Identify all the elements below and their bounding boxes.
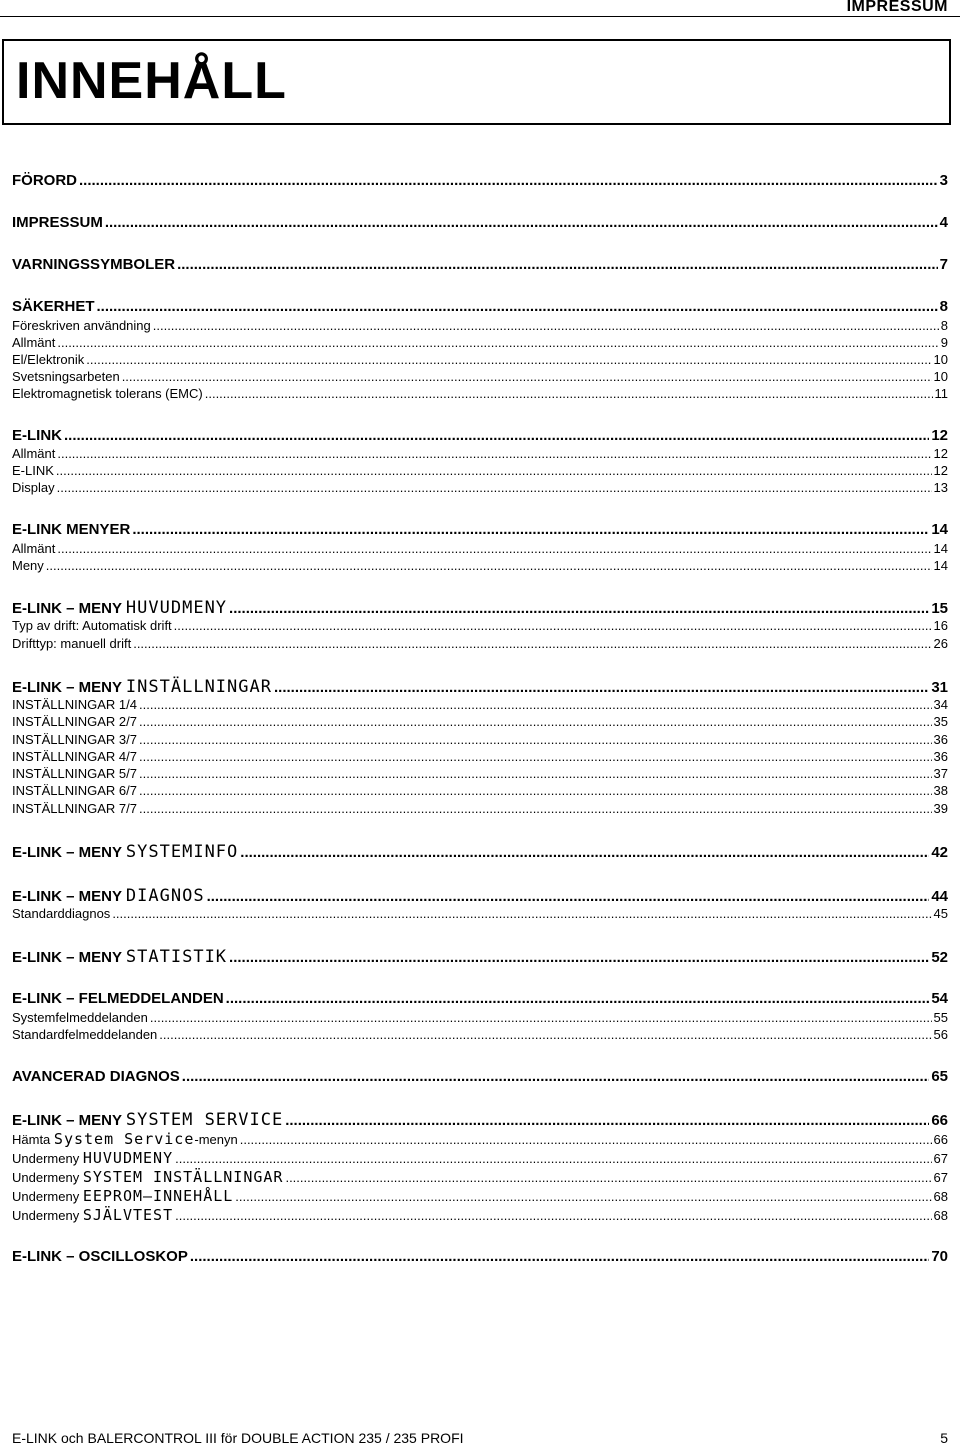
toc-leader-dots (57, 335, 938, 350)
toc-entry[interactable] (12, 427, 948, 447)
toc-entry-display-text: HUVUDMENY (125, 598, 228, 618)
toc-entry-text: INSTÄLLNINGAR 3/7 (12, 732, 137, 747)
toc-subentry[interactable] (12, 906, 948, 923)
toc-entry-label (12, 541, 55, 556)
toc-entry-label (12, 386, 203, 401)
toc-leader-dots (175, 1208, 931, 1223)
toc-entry-display-text: SYSTEM INSTÄLLNINGAR (82, 1168, 284, 1186)
toc-entry-text: Systemfelmeddelanden (12, 1010, 148, 1025)
toc-leader-dots (112, 906, 931, 921)
toc-entry-display-text: SYSTEM SERVICE (125, 1110, 284, 1130)
toc-entry-display-text: STATISTIK (125, 947, 228, 967)
toc-page-number: 38 (933, 783, 948, 798)
toc-entry-text: Föreskriven användning (12, 318, 151, 333)
toc-subentry[interactable] (12, 1130, 948, 1147)
toc-page-number: 35 (933, 714, 948, 729)
toc-entry-text: E-LINK – MENY (12, 1112, 122, 1129)
toc-subentry[interactable] (12, 1149, 948, 1166)
toc-leader-dots (177, 256, 938, 273)
toc-subentry[interactable] (12, 1027, 948, 1044)
toc-page-number: 39 (933, 801, 948, 816)
toc-subentry[interactable] (12, 1187, 948, 1204)
page-footer (12, 1430, 948, 1446)
toc-entry-text: Undermeny (12, 1208, 80, 1223)
toc-leader-dots (182, 1068, 930, 1085)
toc-entry-text: Undermeny (12, 1189, 80, 1204)
toc-page-number: 3 (939, 172, 948, 189)
toc-entry-label (12, 1130, 238, 1148)
toc-entry-text: INSTÄLLNINGAR 7/7 (12, 801, 137, 816)
toc-page-number: 12 (933, 463, 948, 478)
toc-leader-dots (139, 783, 932, 798)
toc-entry-label (12, 1068, 180, 1085)
toc-entry-text: E-LINK – MENY (12, 600, 122, 617)
toc-entry-label (12, 842, 238, 862)
toc-leader-dots (133, 636, 931, 651)
toc-entry-text: Standardfelmeddelanden (12, 1027, 158, 1042)
toc-entry-label (12, 256, 175, 273)
title-box (2, 39, 951, 125)
toc-page-number: 13 (933, 480, 948, 495)
toc-entry-text: VARNINGSSYMBOLER (12, 256, 176, 273)
toc-entry-text: SÄKERHET (12, 298, 95, 315)
toc-entry-label (12, 1248, 188, 1265)
toc-entry[interactable] (12, 598, 948, 618)
toc-entry[interactable] (12, 521, 948, 541)
toc-entry-text: E-LINK – MENY (12, 679, 122, 696)
toc-entry-display-text: System Service (53, 1130, 195, 1148)
toc-leader-dots (174, 618, 932, 633)
toc-leader-dots (150, 1010, 932, 1025)
toc-subentry[interactable] (12, 749, 948, 766)
toc-page-number: 14 (933, 541, 948, 556)
toc-subentry[interactable] (12, 1010, 948, 1027)
toc-leader-dots (86, 352, 931, 367)
toc-entry-label (12, 369, 120, 384)
toc-leader-dots (229, 600, 929, 617)
toc-entry-text: Svetsningsarbeten (12, 369, 120, 384)
toc-page-number: 65 (931, 1068, 948, 1085)
running-header (0, 0, 960, 17)
page-title: INNEHÅLL (16, 52, 287, 110)
toc-page-number: 36 (933, 732, 948, 747)
toc-page-number: 15 (931, 600, 948, 617)
toc-entry-display-text: HUVUDMENY (82, 1149, 174, 1167)
toc-leader-dots (79, 172, 938, 189)
toc-leader-dots (97, 298, 938, 315)
toc-page-number: 45 (933, 906, 948, 921)
toc-entry-label (12, 172, 77, 189)
toc-subentry[interactable] (12, 1168, 948, 1185)
toc-entry[interactable] (12, 1110, 948, 1130)
toc-entry[interactable] (12, 990, 948, 1010)
toc-entry-text: Elektromagnetisk tolerans (EMC) (12, 386, 203, 401)
toc-entry-label (12, 697, 137, 712)
toc-entry[interactable] (12, 947, 948, 967)
toc-leader-dots (139, 714, 932, 729)
toc-page-number: 8 (939, 298, 948, 315)
toc-leader-dots (190, 1248, 929, 1265)
toc-subentry[interactable] (12, 352, 948, 369)
toc-entry-label (12, 598, 227, 618)
toc-page-number: 52 (931, 949, 948, 966)
toc-page-number: 37 (933, 766, 948, 781)
toc-leader-dots (57, 446, 931, 461)
toc-entry-label (12, 886, 205, 906)
toc-leader-dots (274, 679, 929, 696)
toc-page-number: 42 (931, 844, 948, 861)
toc-leader-dots (175, 1151, 931, 1166)
toc-entry-text: E-LINK – MENY (12, 844, 122, 861)
toc-entry-text: E-LINK (12, 463, 54, 478)
toc-entry-label (12, 318, 151, 333)
toc-entry[interactable] (12, 1248, 948, 1268)
toc-leader-dots (235, 1189, 931, 1204)
toc-entry-text: FÖRORD (12, 172, 77, 189)
toc-entry-label (12, 1010, 148, 1025)
toc-subentry[interactable] (12, 697, 948, 714)
footer-text: E-LINK och BALERCONTROL III för DOUBLE ACTION 235 / 235 PROFI (12, 1430, 464, 1446)
toc-leader-dots (122, 369, 932, 384)
toc-entry-text: E-LINK – OSCILLOSKOP (12, 1248, 188, 1265)
toc-page-number: 67 (933, 1170, 948, 1185)
toc-entry-label (12, 1187, 233, 1205)
toc-entry-label (12, 783, 137, 798)
toc-entry[interactable] (12, 172, 948, 192)
toc-entry-label (12, 749, 137, 764)
toc-entry[interactable] (12, 214, 948, 234)
toc-entry-label (12, 1027, 157, 1042)
toc-entry-display-text: SYSTEMINFO (125, 842, 239, 862)
toc-entry-label (12, 1149, 173, 1167)
toc-subentry[interactable] (12, 636, 948, 653)
toc-leader-dots (207, 888, 930, 905)
toc-entry-text: Undermeny (12, 1170, 80, 1185)
toc-entry-text: Standarddiagnos (12, 906, 111, 921)
toc-entry-text: Undermeny (12, 1151, 80, 1166)
toc-entry-label (12, 714, 137, 729)
toc-entry-text: INSTÄLLNINGAR 6/7 (12, 783, 137, 798)
toc-leader-dots (159, 1027, 931, 1042)
toc-entry[interactable] (12, 1068, 948, 1088)
toc-entry[interactable] (12, 298, 948, 318)
toc-entry-label (12, 1206, 173, 1224)
toc-page-number: 16 (933, 618, 948, 633)
toc-entry-display-text: EEPROM–INNEHÅLL (82, 1187, 234, 1205)
toc-leader-dots (57, 541, 931, 556)
toc-entry-label (12, 1168, 283, 1186)
toc-subentry[interactable] (12, 446, 948, 463)
toc-page-number: 4 (939, 214, 948, 231)
toc-entry-label (12, 480, 55, 495)
toc-subentry[interactable] (12, 714, 948, 731)
toc-entry-label (12, 947, 227, 967)
toc-entry-text: INSTÄLLNINGAR 5/7 (12, 766, 137, 781)
toc-subentry[interactable] (12, 541, 948, 558)
toc-entry-label (12, 298, 95, 315)
toc-page-number: 7 (939, 256, 948, 273)
toc-entry-label (12, 801, 137, 816)
toc-subentry[interactable] (12, 766, 948, 783)
toc-entry-label (12, 990, 224, 1007)
toc-subentry[interactable] (12, 558, 948, 575)
toc-page-number: 44 (931, 888, 948, 905)
toc-entry-label (12, 766, 137, 781)
toc-page-number: 11 (934, 386, 948, 401)
toc-leader-dots (139, 732, 932, 747)
toc-page-number: 10 (933, 369, 948, 384)
toc-entry-text: Allmänt (12, 335, 56, 350)
toc-page-number: 8 (940, 318, 948, 333)
toc-entry-text: IMPRESSUM (12, 214, 103, 231)
toc-entry-text: Typ av drift: Automatisk drift (12, 618, 172, 633)
toc-entry-label (12, 463, 54, 478)
toc-entry-text: El/Elektronik (12, 352, 85, 367)
toc-subentry[interactable] (12, 1206, 948, 1223)
toc-leader-dots (285, 1170, 931, 1185)
toc-page-number: 12 (933, 446, 948, 461)
toc-page-number: 36 (933, 749, 948, 764)
toc-page-number: 56 (933, 1027, 948, 1042)
toc-subentry[interactable] (12, 369, 948, 386)
toc-entry-label (12, 636, 131, 651)
toc-entry-text: Display (12, 480, 55, 495)
toc-leader-dots (64, 427, 929, 444)
toc-page-number: 12 (931, 427, 948, 444)
toc-entry-text: AVANCERAD DIAGNOS (12, 1068, 180, 1085)
toc-page-number: 34 (933, 697, 948, 712)
toc-leader-dots (56, 463, 932, 478)
toc-leader-dots (153, 318, 939, 333)
toc-entry-label (12, 335, 55, 350)
toc-page-number: 26 (933, 636, 948, 651)
toc-page-number: 10 (933, 352, 948, 367)
toc-entry-text: INSTÄLLNINGAR 2/7 (12, 714, 137, 729)
toc-entry[interactable] (12, 677, 948, 697)
toc-page-number: 68 (933, 1189, 948, 1204)
toc-subentry[interactable] (12, 783, 948, 800)
toc-entry-label (12, 352, 84, 367)
toc-entry-text: INSTÄLLNINGAR 4/7 (12, 749, 137, 764)
toc-leader-dots (139, 801, 932, 816)
toc-entry-label (12, 1110, 283, 1130)
toc-subentry[interactable] (12, 386, 948, 403)
toc-page-number: 66 (933, 1132, 948, 1147)
toc-entry-text: E-LINK – MENY (12, 949, 122, 966)
toc-leader-dots (105, 214, 938, 231)
toc-entry-display-text: SJÄLVTEST (82, 1206, 174, 1224)
toc-entry[interactable] (12, 842, 948, 862)
toc-entry-label (12, 618, 172, 633)
toc-entry-label (12, 446, 55, 461)
toc-subentry[interactable] (12, 801, 948, 818)
toc-subentry[interactable] (12, 463, 948, 480)
toc-leader-dots (139, 749, 932, 764)
toc-leader-dots (132, 521, 929, 538)
toc-page-number: 55 (933, 1010, 948, 1025)
toc-entry-text: E-LINK MENYER (12, 521, 131, 538)
toc-page-number: 14 (931, 521, 948, 538)
toc-entry-label (12, 521, 130, 538)
toc-leader-dots (229, 949, 929, 966)
toc-page-number: 54 (931, 990, 948, 1007)
toc-entry-text: Hämta (12, 1132, 51, 1147)
toc-leader-dots (139, 697, 932, 712)
toc-subentry[interactable] (12, 335, 948, 352)
toc-entry-label (12, 427, 62, 444)
toc-entry-suffix: -menyn (194, 1132, 238, 1147)
toc-entry-label (12, 732, 137, 747)
toc-entry-text: Allmänt (12, 541, 56, 556)
toc-subentry[interactable] (12, 732, 948, 749)
toc-leader-dots (240, 844, 929, 861)
toc-entry-label (12, 214, 103, 231)
toc-leader-dots (205, 386, 933, 401)
toc-entry-label (12, 558, 44, 573)
toc-entry-label (12, 906, 110, 921)
toc-entry[interactable] (12, 886, 948, 906)
toc-page-number: 70 (931, 1248, 948, 1265)
toc-page-number: 31 (931, 679, 948, 696)
toc-page-number: 9 (940, 335, 948, 350)
toc-entry-display-text: DIAGNOS (125, 886, 205, 906)
toc-entry-label (12, 677, 272, 697)
toc-entry-text: Meny (12, 558, 44, 573)
toc-leader-dots (57, 480, 932, 495)
toc-entry-text: E-LINK – MENY (12, 888, 122, 905)
toc-entry-text: E-LINK (12, 427, 62, 444)
toc-subentry[interactable] (12, 618, 948, 635)
toc-leader-dots (285, 1112, 929, 1129)
toc-page-number: 66 (931, 1112, 948, 1129)
toc-subentry[interactable] (12, 318, 948, 335)
toc-leader-dots (139, 766, 932, 781)
toc-leader-dots (240, 1132, 932, 1147)
toc-leader-dots (226, 990, 930, 1007)
footer-page-number: 5 (940, 1430, 948, 1446)
toc-entry-text: E-LINK – FELMEDDELANDEN (12, 990, 224, 1007)
toc-subentry[interactable] (12, 480, 948, 497)
toc-entry[interactable] (12, 256, 948, 276)
toc-leader-dots (46, 558, 932, 573)
toc-entry-text: Drifttyp: manuell drift (12, 636, 132, 651)
toc-page-number: 68 (933, 1208, 948, 1223)
toc-page-number: 14 (933, 558, 948, 573)
running-header-title: IMPRESSUM (846, 0, 948, 15)
toc-entry-text: INSTÄLLNINGAR 1/4 (12, 697, 137, 712)
toc-entry-text: Allmänt (12, 446, 56, 461)
toc-page-number: 67 (933, 1151, 948, 1166)
toc-entry-display-text: INSTÄLLNINGAR (125, 677, 272, 697)
